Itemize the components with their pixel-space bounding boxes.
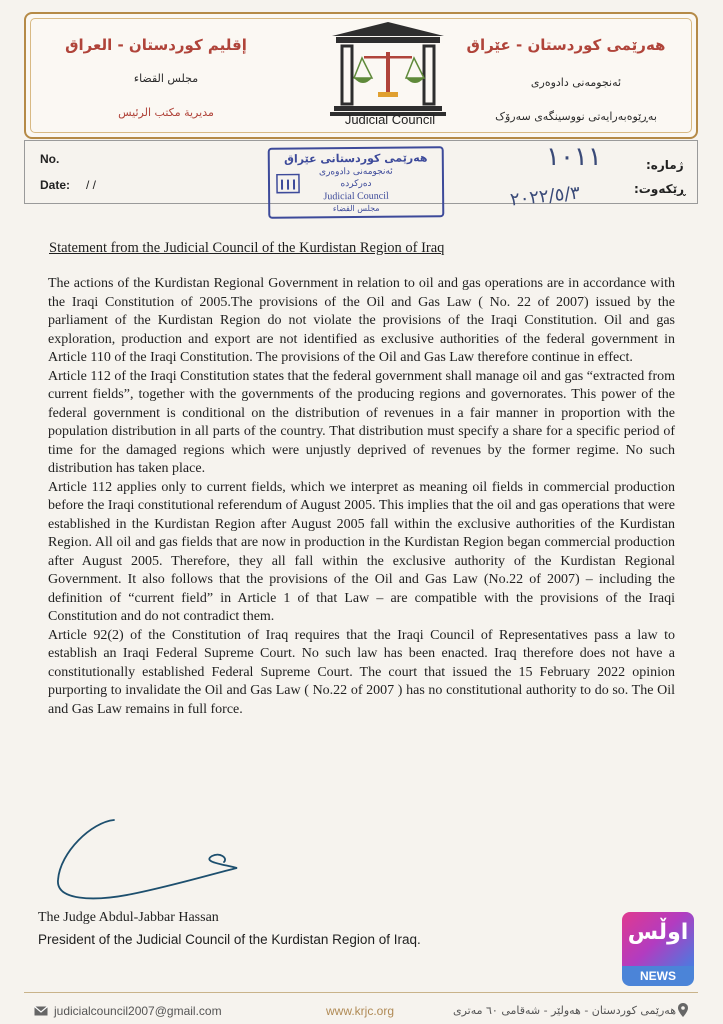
statement-paragraph: The actions of the Kurdistan Regional Government in relation to oil and gas operations are in accordance with the Iraqi Constitution of 2005.The provisions of the Oil and Gas Law ( No. 22 of 2007) issued by the parliament of the Kurdistan Region do not violate the provisions of the Iraqi Constitution. Oil and gas exploration, production and export are not identified as exclusive authorities of the federal government in Article 110 of the Iraqi Constitution. The provisions of the Oil and Gas Law therefore continue in effect. [48, 276, 675, 365]
email-icon [34, 1006, 48, 1016]
date-placeholder: / / [86, 178, 97, 192]
official-stamp [268, 146, 445, 219]
footer-website[interactable]: www.krjc.org [326, 1004, 395, 1018]
stamp-line-arabic: مجلس القضاء [332, 203, 380, 214]
letterhead [24, 12, 698, 139]
arabic-region-title: إقليم كوردستان - العراق [65, 36, 247, 54]
number-label: No. [40, 152, 60, 166]
judicial-council-logo [328, 20, 448, 118]
handwritten-signature [52, 812, 252, 912]
statement-title: Statement from the Judicial Council of the Kurdistan Region of Iraq [49, 240, 445, 256]
arabic-council-name: مجلس القضاء [133, 72, 199, 85]
stamp-line-region: هەرێمی کوردستانی عێراق [284, 151, 428, 166]
footer-address: هەرێمی کوردستان - هەولێر - شەقامی ٦٠ مەتری [452, 1004, 676, 1017]
news-watermark-badge [622, 912, 694, 986]
kurdish-office-name: بەڕێوەبەرایەتی نووسینگەی سەرۆک [495, 110, 657, 123]
statement-paragraph: Article 92(2) of the Constitution of Iraq requires that the Iraqi Council of Representatives pass a law to establish an Iraqi Federal Supreme Court. No such law has been enacted. Iraq therefore does not have a constitutionally established Federal Supreme Court. The court that issued the 15 February 2022 opinion purporting to invalidate the Oil and Gas Law ( No.22 of 2007 ) has no constitutional authority to do so. The Oil and Gas Law remains in full force. [48, 627, 675, 717]
statement-paragraph: Article 112 applies only to current fields, which we interpret as meaning oil fields in commercial production before the Iraqi constitutional referendum of August 2005. This implies that the oil and gas operations that were established in the Kurdistan Region after August 2005 fall within the exclusive authorities of the Kurdistan Region. All oil and gas fields that are now in production in the Kurdistan Region began commercial production after August 2005. Therefore, they all fall within the exclusive authority of the Kurdistan Regional Government. It also follows that the provisions of the Oil and Gas Law (No.22 of 2007) – including the definition of “current field” in Article 1 of that Law – are compatible with the provisions of the Iraqi Constitution and do not contradict them. [48, 479, 675, 624]
kurdish-date-label: ڕێکەوت: [634, 182, 686, 196]
kurdish-council-name: ئەنجومەنی دادوەری [530, 76, 622, 89]
stamp-line-english: Judicial Council [323, 190, 389, 203]
signatory-position: President of the Judicial Council of the Kurdistan Region of Iraq. [38, 932, 421, 947]
date-label: Date: [40, 178, 71, 192]
badge-news-label: NEWS [622, 966, 694, 986]
badge-brand-text: اوڵس [627, 920, 689, 945]
arabic-office-name: مديرية مكتب الرئيس [118, 106, 214, 119]
footer-email[interactable]: judicialcouncil2007@gmail.com [54, 1004, 222, 1018]
statement-paragraph: Article 112 of the Iraqi Constitution states that the federal government shall manage oil and gas “extracted from current fields”, together with the governments of the producing regions and governorates. This power of the federal government is conditional on the distribution of revenues in a fair manner in proportion with the population distribution in all parts of the country. That distribution must specify a share for a specific period of time for the damaged regions which were unjustly deprived of revenues by the former regime. No such distribution has taken place. [48, 368, 675, 476]
kurdish-number-label: ژمارە: [646, 158, 684, 172]
kurdish-region-title: هەرێمی کوردستان - عێراق [466, 36, 666, 54]
signatory-name: The Judge Abdul-Jabbar Hassan [38, 910, 219, 925]
handwritten-date: ٢٠٢٢/٥/٣ [509, 182, 582, 211]
handwritten-number: ١٠١١ [546, 142, 602, 172]
location-pin-icon [678, 1003, 688, 1017]
footer-divider [24, 992, 698, 993]
stamp-line-issued: دەرکردە [340, 178, 372, 190]
statement-body [48, 275, 675, 719]
stamp-line-council: ئەنجومەنی دادوەری [318, 166, 393, 178]
stamp-emblem-icon [276, 173, 300, 193]
logo-caption: Judicial Council [344, 112, 436, 127]
